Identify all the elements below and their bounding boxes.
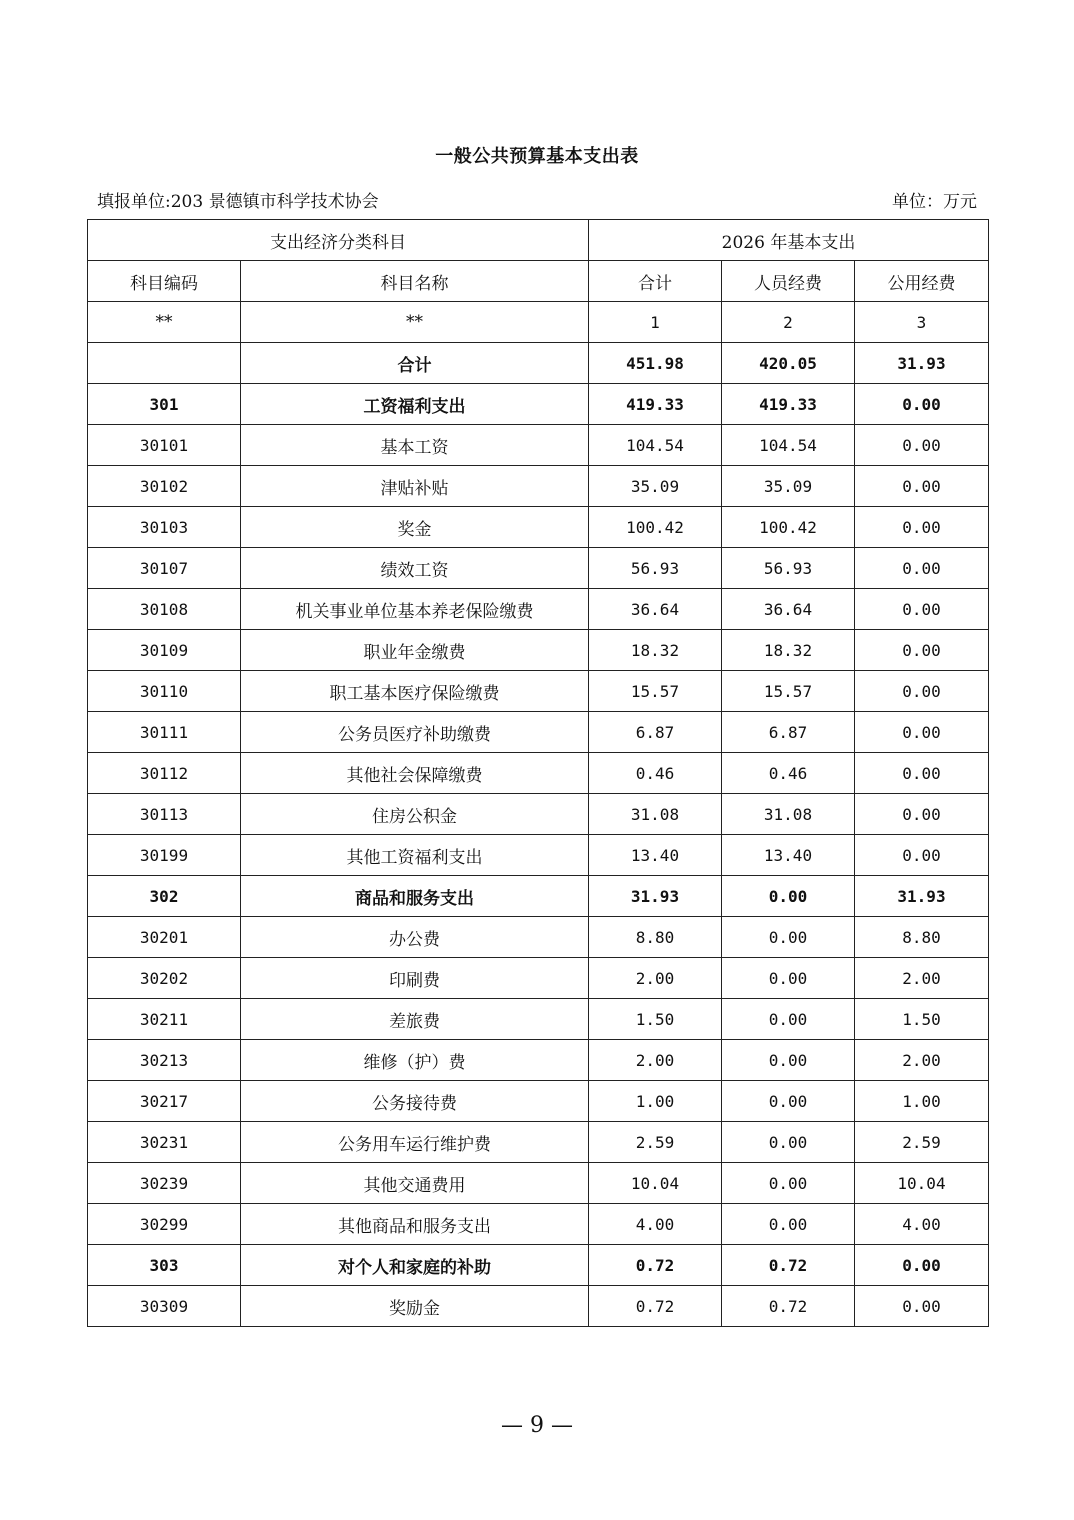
index-row xyxy=(88,302,989,343)
table-row xyxy=(88,384,989,425)
cell-total: 419.33 xyxy=(589,384,722,425)
cell-public: 0.00 xyxy=(855,671,989,712)
cell-code: 301 xyxy=(88,384,241,425)
table-row xyxy=(88,958,989,999)
cell-personnel: 0.00 xyxy=(722,1081,855,1122)
cell-public: 0.00 xyxy=(855,630,989,671)
index-cell: 2 xyxy=(722,302,855,343)
cell-name: 住房公积金 xyxy=(241,794,589,835)
header-basic-expenditure-year: 2026 年基本支出 xyxy=(589,220,989,261)
cell-name: 其他工资福利支出 xyxy=(241,835,589,876)
cell-name: 合计 xyxy=(241,343,589,384)
cell-code: 30109 xyxy=(88,630,241,671)
table-row xyxy=(88,548,989,589)
cell-personnel: 0.00 xyxy=(722,1122,855,1163)
cell-name: 奖金 xyxy=(241,507,589,548)
header-total: 合计 xyxy=(589,261,722,302)
cell-public: 2.00 xyxy=(855,1040,989,1081)
cell-name: 维修（护）费 xyxy=(241,1040,589,1081)
cell-public: 0.00 xyxy=(855,1245,989,1286)
cell-total: 1.50 xyxy=(589,999,722,1040)
cell-code: 30102 xyxy=(88,466,241,507)
cell-code xyxy=(88,343,241,384)
cell-public: 1.50 xyxy=(855,999,989,1040)
cell-public: 0.00 xyxy=(855,712,989,753)
cell-name: 其他交通费用 xyxy=(241,1163,589,1204)
cell-code: 30199 xyxy=(88,835,241,876)
cell-code: 30211 xyxy=(88,999,241,1040)
cell-total: 0.46 xyxy=(589,753,722,794)
cell-total: 2.00 xyxy=(589,958,722,999)
cell-public: 0.00 xyxy=(855,835,989,876)
cell-public: 31.93 xyxy=(855,343,989,384)
header-code: 科目编码 xyxy=(88,261,241,302)
table-row xyxy=(88,1163,989,1204)
cell-name: 差旅费 xyxy=(241,999,589,1040)
cell-personnel: 419.33 xyxy=(722,384,855,425)
table-row xyxy=(88,753,989,794)
cell-personnel: 420.05 xyxy=(722,343,855,384)
cell-total: 1.00 xyxy=(589,1081,722,1122)
cell-total: 10.04 xyxy=(589,1163,722,1204)
cell-code: 302 xyxy=(88,876,241,917)
cell-total: 451.98 xyxy=(589,343,722,384)
page-number: — 9 — xyxy=(501,1413,573,1438)
header-name: 科目名称 xyxy=(241,261,589,302)
header-group-row xyxy=(88,220,989,261)
cell-public: 10.04 xyxy=(855,1163,989,1204)
cell-public: 0.00 xyxy=(855,548,989,589)
table-row xyxy=(88,343,989,384)
header-column-row xyxy=(88,261,989,302)
cell-code: 303 xyxy=(88,1245,241,1286)
table-row xyxy=(88,425,989,466)
cell-personnel: 13.40 xyxy=(722,835,855,876)
cell-total: 4.00 xyxy=(589,1204,722,1245)
cell-name: 办公费 xyxy=(241,917,589,958)
cell-total: 15.57 xyxy=(589,671,722,712)
table-row xyxy=(88,876,989,917)
table-row xyxy=(88,466,989,507)
cell-total: 2.59 xyxy=(589,1122,722,1163)
cell-name: 其他商品和服务支出 xyxy=(241,1204,589,1245)
cell-total: 2.00 xyxy=(589,1040,722,1081)
table-body xyxy=(88,343,989,1327)
cell-public: 2.00 xyxy=(855,958,989,999)
cell-total: 8.80 xyxy=(589,917,722,958)
cell-code: 30101 xyxy=(88,425,241,466)
cell-name: 其他社会保障缴费 xyxy=(241,753,589,794)
cell-name: 绩效工资 xyxy=(241,548,589,589)
table-row xyxy=(88,630,989,671)
table-row xyxy=(88,671,989,712)
currency-unit-label: 单位：万元 xyxy=(892,191,977,212)
index-cell: 3 xyxy=(855,302,989,343)
cell-code: 30112 xyxy=(88,753,241,794)
cell-personnel: 31.08 xyxy=(722,794,855,835)
table-title: 一般公共预算基本支出表 xyxy=(435,146,639,167)
cell-personnel: 0.46 xyxy=(722,753,855,794)
cell-code: 30231 xyxy=(88,1122,241,1163)
cell-public: 8.80 xyxy=(855,917,989,958)
header-personnel: 人员经费 xyxy=(722,261,855,302)
table-row xyxy=(88,917,989,958)
header-public: 公用经费 xyxy=(855,261,989,302)
cell-total: 56.93 xyxy=(589,548,722,589)
cell-name: 公务接待费 xyxy=(241,1081,589,1122)
cell-personnel: 0.72 xyxy=(722,1286,855,1327)
cell-code: 30201 xyxy=(88,917,241,958)
cell-public: 4.00 xyxy=(855,1204,989,1245)
cell-code: 30299 xyxy=(88,1204,241,1245)
cell-code: 30103 xyxy=(88,507,241,548)
table-row xyxy=(88,1286,989,1327)
cell-personnel: 0.72 xyxy=(722,1245,855,1286)
cell-total: 13.40 xyxy=(589,835,722,876)
reporting-unit-label: 填报单位:203 景德镇市科学技术协会 xyxy=(97,191,379,212)
cell-total: 31.93 xyxy=(589,876,722,917)
cell-personnel: 0.00 xyxy=(722,1040,855,1081)
cell-personnel: 56.93 xyxy=(722,548,855,589)
cell-personnel: 0.00 xyxy=(722,999,855,1040)
table-row xyxy=(88,1204,989,1245)
cell-personnel: 15.57 xyxy=(722,671,855,712)
cell-total: 6.87 xyxy=(589,712,722,753)
cell-name: 职工基本医疗保险缴费 xyxy=(241,671,589,712)
cell-personnel: 0.00 xyxy=(722,876,855,917)
index-cell: 1 xyxy=(589,302,722,343)
cell-code: 30111 xyxy=(88,712,241,753)
table-row xyxy=(88,1122,989,1163)
cell-public: 0.00 xyxy=(855,794,989,835)
table-row xyxy=(88,999,989,1040)
cell-personnel: 18.32 xyxy=(722,630,855,671)
cell-name: 职业年金缴费 xyxy=(241,630,589,671)
cell-total: 100.42 xyxy=(589,507,722,548)
cell-name: 机关事业单位基本养老保险缴费 xyxy=(241,589,589,630)
cell-total: 36.64 xyxy=(589,589,722,630)
cell-personnel: 6.87 xyxy=(722,712,855,753)
cell-name: 基本工资 xyxy=(241,425,589,466)
cell-personnel: 104.54 xyxy=(722,425,855,466)
cell-personnel: 100.42 xyxy=(722,507,855,548)
header-economic-classification: 支出经济分类科目 xyxy=(88,220,589,261)
cell-code: 30108 xyxy=(88,589,241,630)
cell-name: 公务员医疗补助缴费 xyxy=(241,712,589,753)
cell-public: 0.00 xyxy=(855,425,989,466)
cell-public: 2.59 xyxy=(855,1122,989,1163)
cell-total: 35.09 xyxy=(589,466,722,507)
cell-total: 0.72 xyxy=(589,1245,722,1286)
cell-name: 对个人和家庭的补助 xyxy=(241,1245,589,1286)
cell-public: 31.93 xyxy=(855,876,989,917)
index-cell: ** xyxy=(241,302,589,343)
cell-code: 30113 xyxy=(88,794,241,835)
cell-code: 30239 xyxy=(88,1163,241,1204)
cell-name: 商品和服务支出 xyxy=(241,876,589,917)
cell-code: 30213 xyxy=(88,1040,241,1081)
cell-code: 30107 xyxy=(88,548,241,589)
cell-code: 30309 xyxy=(88,1286,241,1327)
cell-name: 工资福利支出 xyxy=(241,384,589,425)
cell-personnel: 0.00 xyxy=(722,917,855,958)
table-row xyxy=(88,1081,989,1122)
cell-total: 31.08 xyxy=(589,794,722,835)
cell-total: 18.32 xyxy=(589,630,722,671)
table-row xyxy=(88,794,989,835)
cell-public: 0.00 xyxy=(855,507,989,548)
table-row xyxy=(88,589,989,630)
cell-name: 奖励金 xyxy=(241,1286,589,1327)
cell-code: 30202 xyxy=(88,958,241,999)
cell-code: 30110 xyxy=(88,671,241,712)
cell-public: 0.00 xyxy=(855,589,989,630)
cell-public: 1.00 xyxy=(855,1081,989,1122)
table-row xyxy=(88,835,989,876)
cell-total: 104.54 xyxy=(589,425,722,466)
cell-public: 0.00 xyxy=(855,384,989,425)
cell-personnel: 0.00 xyxy=(722,1204,855,1245)
cell-personnel: 36.64 xyxy=(722,589,855,630)
table-row xyxy=(88,712,989,753)
cell-name: 印刷费 xyxy=(241,958,589,999)
table-row xyxy=(88,507,989,548)
unit-row xyxy=(97,186,977,212)
cell-personnel: 0.00 xyxy=(722,1163,855,1204)
cell-name: 公务用车运行维护费 xyxy=(241,1122,589,1163)
cell-name: 津贴补贴 xyxy=(241,466,589,507)
cell-personnel: 35.09 xyxy=(722,466,855,507)
cell-code: 30217 xyxy=(88,1081,241,1122)
cell-public: 0.00 xyxy=(855,1286,989,1327)
table-row xyxy=(88,1245,989,1286)
table-row xyxy=(88,1040,989,1081)
cell-total: 0.72 xyxy=(589,1286,722,1327)
cell-public: 0.00 xyxy=(855,466,989,507)
basic-expenditure-table xyxy=(87,219,989,1327)
cell-public: 0.00 xyxy=(855,753,989,794)
index-cell: ** xyxy=(88,302,241,343)
cell-personnel: 0.00 xyxy=(722,958,855,999)
